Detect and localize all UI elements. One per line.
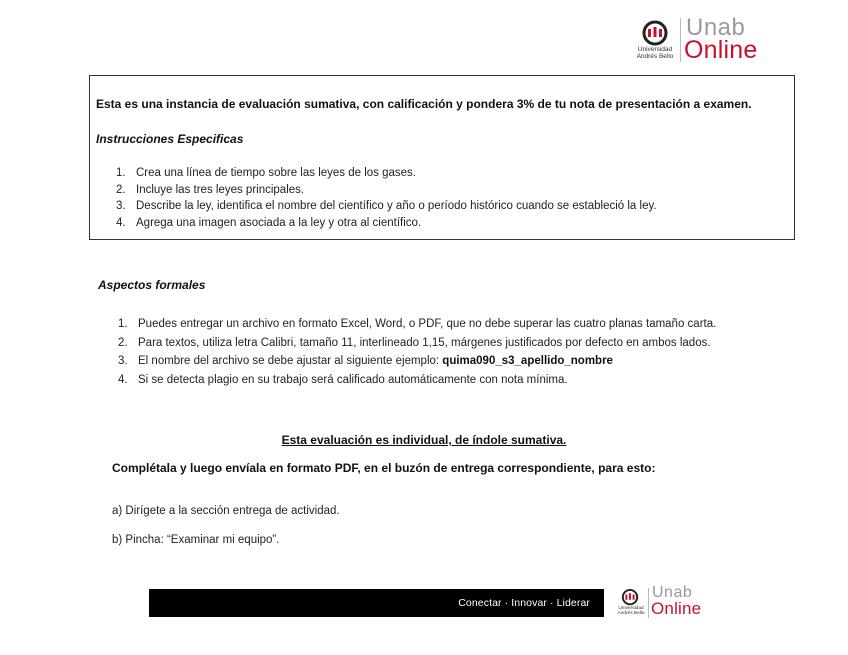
logo-divider	[680, 18, 681, 62]
instructions-subheading: Instrucciones Especificas	[96, 132, 244, 146]
instructions-box	[89, 75, 795, 240]
formal-aspects-list	[118, 316, 758, 390]
evaluation-lead: Esta es una instancia de evaluación sumativa, con calificación y pondera 3% de tu nota de presentación a examen.	[96, 97, 752, 111]
list-item: 4. Agrega una imagen asociada a la ley y otra al científico.	[116, 216, 422, 229]
list-item: 3. Describe la ley, identifica el nombre del científico y año o período histórico cuando se estableció la ley.	[116, 200, 657, 212]
logo-online-text: Online	[684, 36, 758, 64]
university-name: Universidad Andrés Bello	[617, 606, 645, 616]
footer-slogan: Conectar · Innovar · Liderar	[458, 597, 590, 609]
step-a: a) Dirígete a la sección entrega de actividad.	[112, 505, 340, 517]
list-item: 3. El nombre del archivo se debe ajustar al siguiente ejemplo: quima090_s3_apellido_nombre	[118, 355, 613, 367]
unab-online-logo	[632, 16, 762, 66]
list-item: 2. Incluye las tres leyes principales.	[116, 183, 305, 196]
formal-aspects-heading: Aspectos formales	[98, 278, 206, 292]
step-b: b) Pincha: “Examinar mi equipo”.	[112, 534, 280, 546]
individual-notice: Esta evaluación es individual, de índole sumativa.	[281, 433, 567, 447]
submission-instructions: Complétala y luego envíala en formato PDF, en el buzón de entrega correspondiente, para esto:	[112, 461, 656, 475]
footer-logo	[615, 586, 710, 622]
logo-unab-text: Unab	[686, 14, 746, 41]
footer-bar	[149, 589, 604, 617]
logo-online-text: Online	[651, 599, 702, 618]
logo-divider	[648, 588, 649, 618]
list-item: 1. Crea una línea de tiempo sobre las leyes de los gases.	[116, 167, 416, 179]
filename-example: quima090_s3_apellido_nombre	[442, 355, 613, 367]
logo-unab-text: Unab	[652, 584, 693, 601]
university-name: Universidad Andrés Bello	[636, 46, 674, 60]
list-item: 4. Si se detecta plagio en su trabajo será calificado automáticamente con nota mínima.	[118, 373, 568, 386]
list-item: 2. Para textos, utiliza letra Calibri, tamaño 11, interlineado 1,15, márgenes justificados por defecto en ambos lados.	[118, 336, 711, 349]
instructions-list	[116, 165, 776, 231]
list-item: 1. Puedes entregar un archivo en formato Excel, Word, o PDF, que no debe superar las cuatro planas tamaño carta.	[118, 318, 717, 330]
